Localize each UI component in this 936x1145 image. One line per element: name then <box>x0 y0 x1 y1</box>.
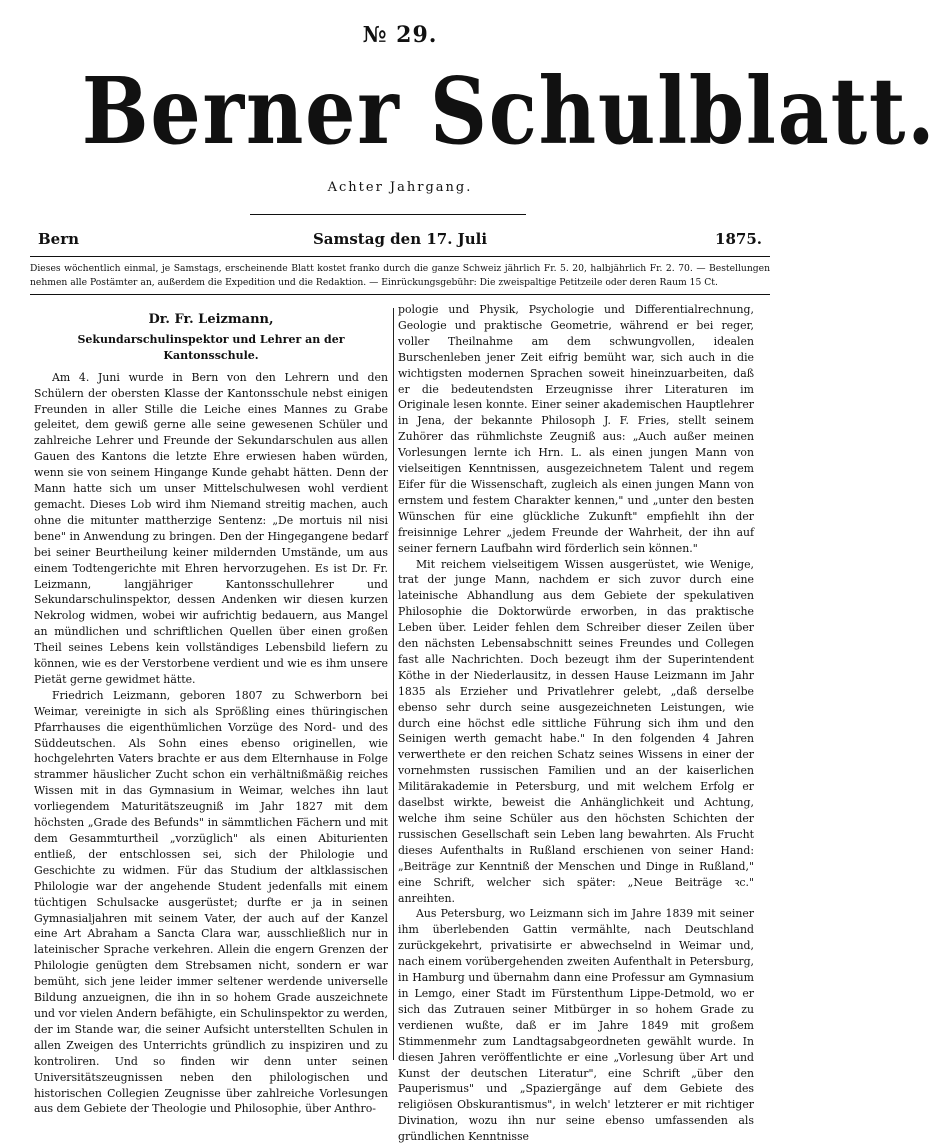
article-paragraph: pologie und Physik, Psychologie und Differentialrechnung, Geologie und praktische Geometrie, während er bei reger, voller Theilnahme am dem schwungvollen, idealen Burschenleben jener Zeit eifrig bemüht war, sich auch in die wichtigsten modernen Sprachen soweit hineinzuarbeiten, daß er die bedeutendsten Erzeugnisse ihrer Literaturen im Originale lesen konnte. Einer seiner akademischen Hauptlehrer in Jena, der bekannte Philosoph J. F. Fries, stellt seinem Zuhörer das rühmlichste Zeugniß aus: „Auch außer meinen Vorlesungen lernte ich Hrn. L. als einen jungen Mann von vielseitigen Kenntnissen, ausgezeichnetem Talent und regem Eifer für die Wissenschaft, zugleich als einen jungen Mann von ernstem und festem Charakter kennen," und „unter den besten Wünschen für eine glückliche Zukunft" empfiehlt ihn der freisinnige Lehrer „jedem Freunde der Wahrheit, der ihn auf seiner fernern Laufbahn wird förderlich sein können." <box>398 303 754 555</box>
left-column <box>34 302 388 1117</box>
article-subtitle: Sekundarschulinspektor und Lehrer an der Kantonsschule. <box>77 332 345 362</box>
article-paragraph: Friedrich Leizmann, geboren 1807 zu Schwerborn bei Weimar, vereinigte in sich als Sprößling eines thüringischen Pfarrhauses die eigenthümlichen Vorzüge des Nord- und des Süddeutschen. Als Sohn eines ebenso originellen, wie hochgelehrten Vaters brachte er aus dem Elternhause in Folge strammer häuslicher Zucht schon ein verhältnißmäßig reiches Wissen mit in das Gymnasium in Weimar, welches ihn laut vorliegendem Maturitätszeugniß im Jahr 1827 mit dem höchsten „Grade des Befunds" in sämmtlichen Fächern und mit dem Gesammturtheil „vorzüglich" als einen Abiturienten entließ, der entschlossen sei, sich der Philologie und Geschichte zu widmen. Für das Studium der altklassischen Philologie war der angehende Student jedenfalls mit einem tüchtigen Schulsacke ausgerüstet; durfte er ja in seinen Gymnasialjahren mit seinem Vater, der auch auf der Kanzel eine Art Abraham a Sancta Clara war, ausschließlich nur in lateinischer Sprache verkehren. Allein die engern Grenzen der Philologie genügten dem Strebsamen nicht, sondern er war bemüht, sich jene leider immer seltener werdende universelle Bildung anzueignen, die ihn in so hohem Grade auszeichnete und vor vielen Andern befähigte, ein Schulinspektor zu werden, der im Stande war, die seiner Aufsicht unterstellten Schulen in allen Zweigen des Unterrichts gründlich zu inspiziren und zu kontroliren. Und so finden wir denn unter seinen Universitätszeugnissen neben den philologischen und historischen Collegien Zeugnisse über zahlreiche Vorlesungen aus dem Gebiete der Theologie und Philosophie, über Anthro- <box>34 688 388 1116</box>
subscription-bottom-rule <box>30 294 770 295</box>
masthead-rule <box>250 214 526 215</box>
volume-year-label: Achter Jahrgang. <box>327 180 473 195</box>
dateline <box>38 230 762 252</box>
dateline-year: 1875. <box>715 230 762 248</box>
subscription-top-rule <box>30 256 770 257</box>
article-title: Dr. Fr. Leizmann, <box>148 312 274 327</box>
column-divider <box>393 308 394 1060</box>
dateline-place: Bern <box>38 230 80 248</box>
subscription-notice: Dieses wöchentlich einmal, je Samstags, erscheinende Blatt kostet franko durch die ganze Schweiz jährlich Fr. 5. 20, halbjährlich Fr. 2. 70. — Bestellungen nehmen alle Postämter an, außerdem die Expedition und die Redaktion. — Einrückungsgebühr: Die zweispaltige Petitzeile oder deren Raum 15 Ct. <box>30 263 770 288</box>
right-column <box>398 302 754 1145</box>
article-paragraph: Mit reichem vielseitigem Wissen ausgerüstet, wie Wenige, trat der junge Mann, nachdem er sich zuvor durch eine lateinische Abhandlung aus dem Gebiete der spekulativen Philosophie die Doktorwürde erworben, in das praktische Leben über. Leider fehlen dem Schreiber dieser Zeilen über den nächsten Lebensabschnitt seines Freundes und Collegen fast alle Nachrichten. Doch bezeugt ihm der Superintendent Köthe in der Niederlausitz, in dessen Hause Leizmann im Jahr 1835 als Erzieher und Privatlehrer gelebt, „daß derselbe ebenso sehr durch seine ausgezeichneten Leistungen, wie durch eine höchst edle sittliche Führung sich ihm und den Seinigen werth gemacht habe." In den folgenden 4 Jahren verwerthete er den reichen Schatz seines Wissens in einer der vornehmsten russischen Familien und an der kaiserlichen Militärakademie in Petersburg, und mit welchem Erfolg er daselbst wirkte, beweist die Anhänglichkeit und Achtung, welche ihm seine Schüler aus den höchsten Schichten der russischen Gesellschaft sein Leben lang bewahrten. Als Frucht dieses Aufenthalts in Rußland erschienen von seiner Hand: „Beiträge zur Kenntniß der Menschen und Dinge in Rußland," eine Schrift, welcher sich später: „Neue Beiträge ꝛc." anreihten. <box>398 557 754 905</box>
article-paragraph: Am 4. Juni wurde in Bern von den Lehrern und den Schülern der obersten Klasse der Kantonsschule nebst einigen Freunden in aller Stille die Leiche eines Mannes zu Grabe geleitet, dem gewiß gerne alle seine gewesenen Schüler und zahlreiche Lehrer und Freunde der Sekundarschulen aus allen Gauen des Kantons die letzte Ehre erwiesen haben würden, wenn sie von seinem Hingange Kunde gehabt hätten. Denn der Mann hatte sich um unser Mittelschulwesen wohl verdient gemacht. Dieses Lob wird ihm Niemand streitig machen, auch ohne die mitunter mattherzige Sentenz: „De mortuis nil nisi bene" in Anwendung zu bringen. Den der Hingegangene bedarf bei seiner Beurtheilung keiner mildernden Umstände, um aus einem Todtengerichte mit Ehren hervorzugehen. Es ist Dr. Fr. Leizmann, langjähriger Kantonsschullehrer und Sekundarschulinspektor, dessen Andenken wir diesen kurzen Nekrolog widmen, wobei wir aufrichtig bedauern, aus Mangel an mündlichen und schriftlichen Quellen über einen großen Theil seines Lebens kein vollständiges Lebensbild liefern zu können, wie es der Verstorbene verdient und wie es ihm unsere Pietät gerne gewidmet hätte. <box>34 370 388 686</box>
article-paragraph: Aus Petersburg, wo Leizmann sich im Jahre 1839 mit seiner ihm überlebenden Gattin vermählte, nach Deutschland zurückgekehrt, privatisirte er abwechselnd in Weimar und, nach einem vorübergehenden zweiten Aufenthalt in Petersburg, in Hamburg und übernahm dann eine Professur am Gymnasium in Lemgo, einer Stadt im Fürstenthum Lippe-Detmold, wo er sich das Zutrauen seiner Mitbürger in so hohem Grade zu verdienen wußte, daß er im Jahre 1849 mit großem Stimmenmehr zum Landtagsabgeordneten gewählt wurde. In diesen Jahren veröffentlichte er eine „Vorlesung über Art und Kunst der deutschen Literatur", eine Schrift „über den Pauperismus" und „Spaziergänge auf dem Gebiete des religiösen Obskurantismus", in welch' letzterer er mit richtiger Divination, wozu ihn nur seine ebenso umfassenden als gründlichen Kenntnisse <box>398 907 754 1144</box>
issue-number: № 29. <box>362 22 438 48</box>
masthead-title: Berner Schulblatt. <box>81 57 936 165</box>
dateline-date: Samstag den 17. Juli <box>312 230 488 248</box>
